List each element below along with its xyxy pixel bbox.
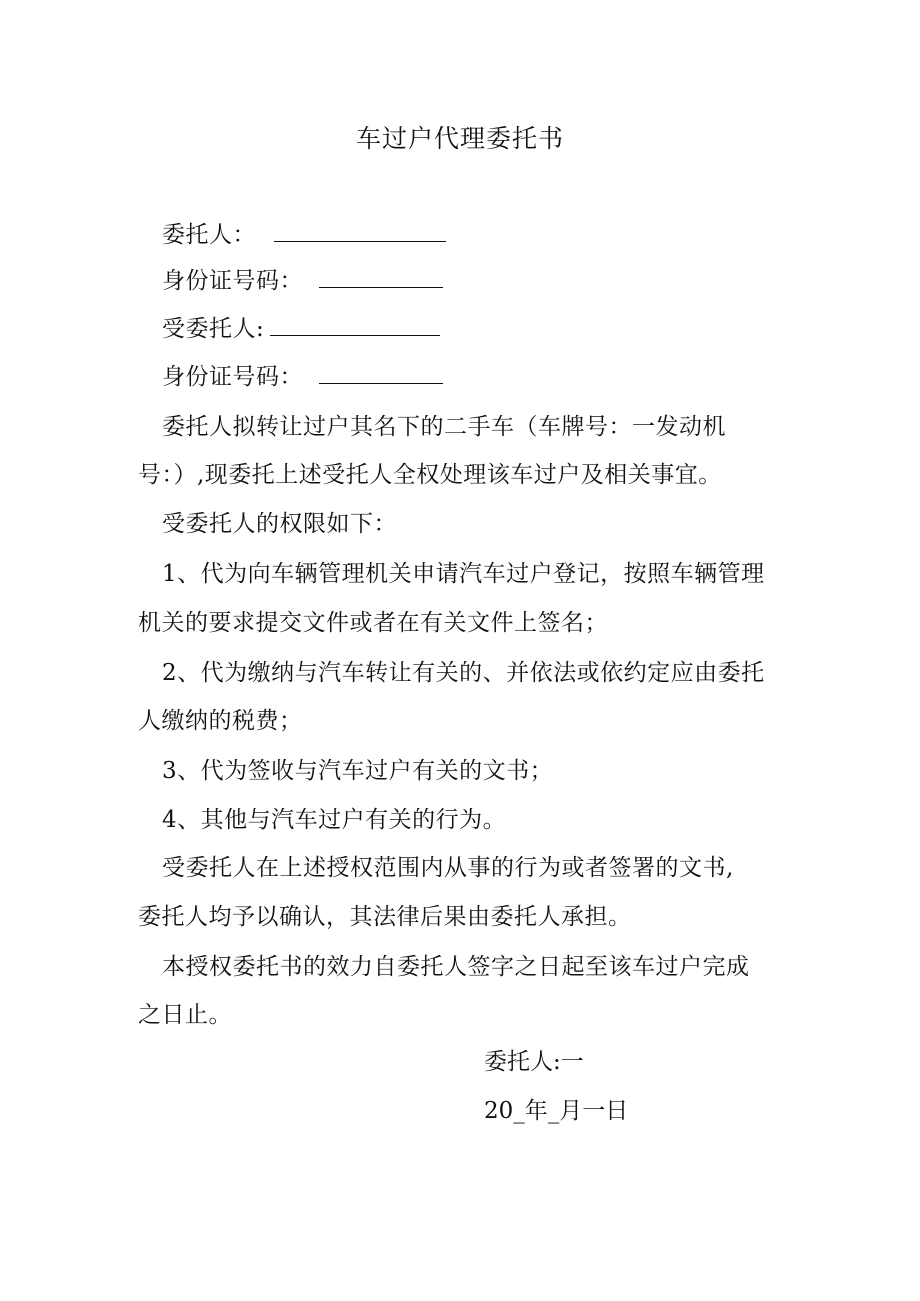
confirm-line-2: 委托人均予以确认，其法律后果由委托人承担。 — [138, 904, 632, 930]
item1-line-1: 1、代为向车辆管理机关申请汽车过户登记，按照车辆管理 — [162, 561, 765, 587]
principal-id-field — [162, 264, 443, 298]
validity-line-2: 之日止。 — [138, 1002, 232, 1028]
intro-line-1: 委托人拟转让过户其名下的二手车（车牌号：一发动机 — [162, 414, 726, 440]
powers-heading: 受委托人的权限如下： — [162, 511, 397, 537]
principal-id-label: 身份证号码： — [162, 268, 303, 294]
item1-line-2: 机关的要求提交文件或者在有关文件上签名； — [138, 610, 608, 636]
confirm-line-1: 受委托人在上述授权范围内从事的行为或者签署的文书, — [162, 855, 734, 881]
agent-field — [162, 312, 440, 346]
agent-id-label: 身份证号码： — [162, 364, 303, 390]
principal-id-blank — [319, 265, 443, 288]
principal-label: 委托人： — [162, 222, 256, 248]
item3: 3、代为签收与汽车过户有关的文书； — [162, 758, 554, 784]
intro-line-2: 号：）,现委托上述受托人全权处理该车过户及相关事宜。 — [138, 462, 722, 488]
item2-line-2: 人缴纳的税费； — [138, 708, 303, 734]
principal-field — [162, 218, 446, 252]
agent-id-field — [162, 360, 443, 394]
agent-id-blank — [319, 361, 443, 384]
principal-blank — [274, 219, 446, 242]
validity-line-1: 本授权委托书的效力自委托人签字之日起至该车过户完成 — [162, 954, 750, 980]
item4: 4、其他与汽车过户有关的行为。 — [162, 807, 507, 833]
document-title: 车过户代理委托书 — [355, 124, 564, 153]
signature-principal: 委托人:一 — [484, 1049, 584, 1075]
item2-line-1: 2、代为缴纳与汽车转让有关的、并依法或依约定应由委托 — [162, 660, 765, 686]
agent-blank — [270, 313, 440, 336]
agent-label: 受委托人: — [162, 316, 265, 342]
signature-date: 20_年_月一日 — [484, 1098, 629, 1124]
